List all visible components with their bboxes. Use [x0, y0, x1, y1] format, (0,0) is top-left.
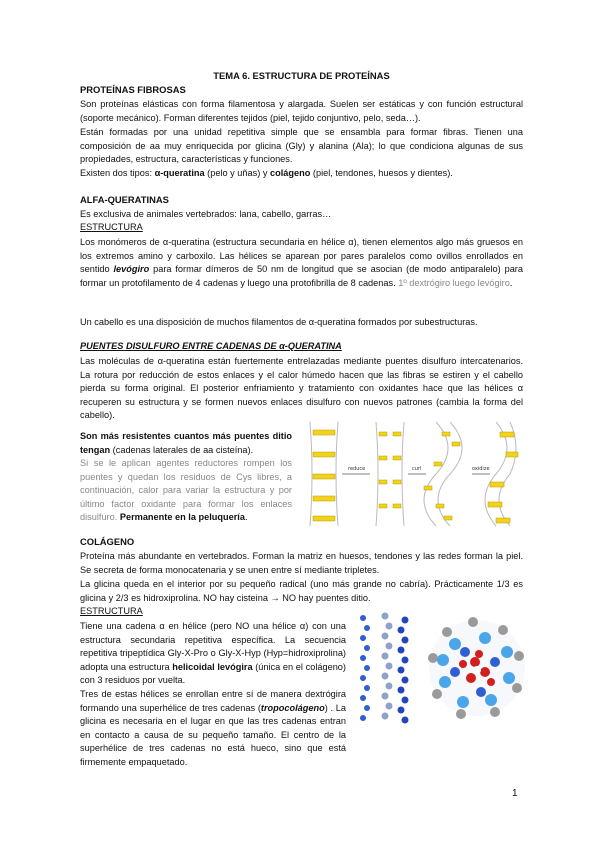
paragraph-collagen-helix: Tiene una cadena α en hélice (pero NO una hélice α) con una estructura secundaria repetitiva específica. La secuencia repetitiva tripeptídica Gly-X-Pro o Gly-X-Hyp (Hyp=hidroxiprolina) adopta una estructura helicoidal levógira (única en el colágeno) con 3 residuos por vuelta. [80, 621, 346, 686]
paragraph-keratin-structure: Los monómeros de α-queratina (estructura secundaria en hélice α), tienen elementos algo más gruesos en los extremos amino y carboxilo. Las hélices se aparean por pares paralelos como ovillos enrollados en sentido levógiro para formar dímeros de 50 nm de longitud que se asocian (de modo antiparalelo) para formar un protofilamento de 4 cadenas y luego una protofibrilla de 8 cadenas. 1º dextrógiro luego levógiro. [80, 237, 523, 288]
label-oxidize: oxidize [472, 466, 490, 472]
heading-alpha-keratins: ALFA-QUERATINAS [80, 194, 169, 205]
paragraph-fibrous-composition: Están formadas por una unidad repetitiva simple que se ensambla para formar fibras. Tienen una composición de aa muy enriquecida por glicina (Gly) y alanina (Ala); lo que condiciona algunas de sus propiedades, estructura, características y funciones. [80, 127, 523, 165]
collagen-helix-strand-1 [360, 615, 370, 721]
collagen-cross-section [428, 617, 525, 719]
paragraph-fibrous-types: Existen dos tipos: α-queratina (pelo y uñas) y colágeno (piel, tendones, huesos y dientes). [80, 168, 453, 178]
cys-residues-free [379, 432, 401, 508]
perm-process-figure [300, 418, 522, 530]
paragraph-tropocollagen: Tres de estas hélices se enrollan entre sí de manera dextrógira formando una superhélice de tres cadenas (tropocolágeno) . La glicina es necesaria en el lugar en que las tres cadenas entran en contacto a causa de su pequeño tamaño. El centro de la superhélice de tres cadenas no está hueco, sino que está firmemente empaquetado. [80, 689, 347, 767]
keratin-strands-curled [424, 422, 462, 526]
cys-residues-curled [424, 432, 460, 520]
paragraph-resistance: Son más resistentes cuantos más puentes ditio tengan (cadenas laterales de aa cisteína). [80, 431, 292, 455]
subheading-structure-keratin: ESTRUCTURA [80, 222, 143, 232]
collagen-helix-strand-2 [382, 613, 393, 720]
paragraph-glycine: La glicina queda en el interior por su pequeño radical (uno más grande no cabría). Prácticamente 1/3 es glicina y 2/3 es hidroxiprolina. NO hay cisteina → NO hay puentes ditio. [80, 579, 523, 603]
disulfide-bonds-new [488, 432, 518, 523]
paragraph-hair: Un cabello es una disposición de muchos filamentos de α-queratina formados por subestructuras. [80, 317, 478, 327]
collagen-triple-helix-figure [355, 612, 527, 728]
disulfide-bonds-initial [313, 430, 335, 521]
label-curl: curl [412, 466, 422, 472]
paragraph-perm: Si se le aplican agentes reductores rompen los puentes y quedan los residuos de Cys libres, a continuación, calor para variar la estructura y por último factor oxidante para formar los enlaces disulfuro. Permanente en la peluquería. [80, 458, 292, 523]
collagen-helix-strand-3 [398, 617, 409, 724]
page-title: TEMA 6. ESTRUCTURA DE PROTEÍNAS [213, 70, 390, 81]
paragraph-fibrous-intro: Son proteínas elásticas con forma filamentosa y alargada. Suelen ser estáticas y con función estructural (soporte mecánico). Forman diferentes tejidos (piel, tejido conjuntivo, pelo, seda…). [80, 99, 523, 123]
paragraph-disulfide: Las moléculas de α-queratina están fuertemente entrelazadas mediante puentes disulfuro intercatenarios. La rotura por reducción de estos enlaces y el calor húmedo hacen que las fibras se estiren y el cabello pierda su forma original. El posterior enfriamiento y tratamiento con oxidantes hace que las hélices α recuperen su estructura y se formen nuevos enlaces disulfuro con nuevos patrones (cambia la forma del cabello). [80, 356, 523, 421]
paragraph-keratin-intro: Es exclusiva de animales vertebrados: lana, cabello, garras… [80, 209, 332, 219]
heading-fibrous-proteins: PROTEÍNAS FIBROSAS [80, 84, 186, 95]
heading-collagen: COLÁGENO [80, 536, 135, 547]
keratin-strands-reduced [376, 422, 404, 526]
subheading-structure-collagen: ESTRUCTURA [80, 606, 143, 616]
page-number: 1 [512, 788, 518, 799]
heading-disulfide-bridges: PUENTES DISULFURO ENTRE CADENAS DE α-QUERATINA [80, 341, 342, 351]
paragraph-collagen-intro: Proteína más abundante en vertebrados. Forman la matriz en huesos, tendones y las redes forman la piel. Se secreta de forma monocatenaria y se unen entre sí mediante tripletes. [80, 551, 523, 575]
label-reduce: reduce [348, 466, 366, 472]
